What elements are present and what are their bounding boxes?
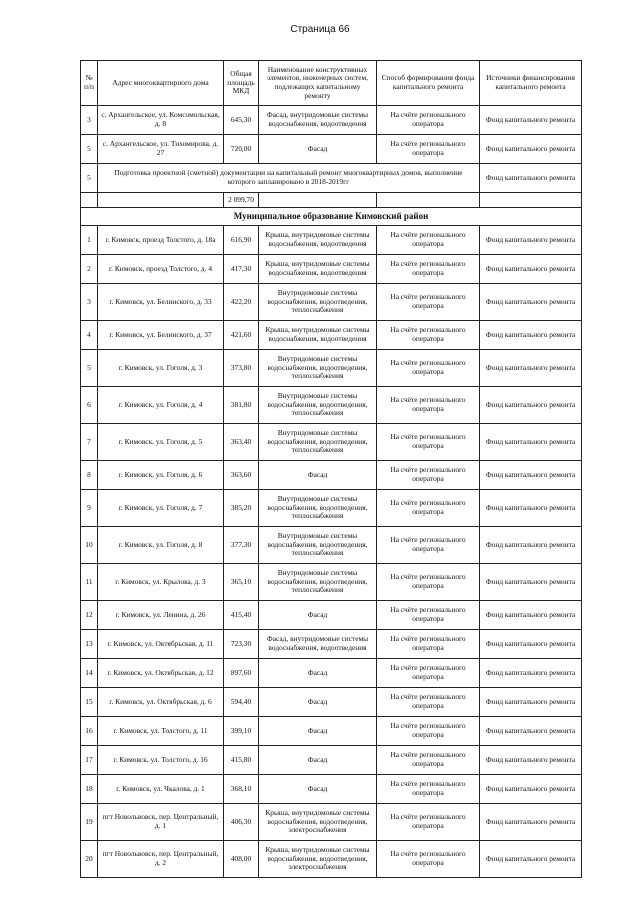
row-num: 3 <box>81 284 98 321</box>
row-method: На счёте регионального оператора <box>377 106 480 135</box>
section-header-row <box>81 208 582 226</box>
row-elements: Внутридомовые системы водоснабжения, водоотведения, теплоснабжения <box>259 564 377 601</box>
row-area: 645,30 <box>224 106 259 135</box>
row-num: 6 <box>81 387 98 424</box>
row-source: Фонд капитального ремонта <box>480 527 582 564</box>
row-area: 720,00 <box>224 135 259 164</box>
row-address: г. Кимовск, ул. Гоголя, д. 8 <box>98 527 224 564</box>
row-source: Фонд капитального ремонта <box>480 226 582 255</box>
total-empty-cell <box>98 193 224 208</box>
header-address: Адрес многоквартирного дома <box>98 61 224 106</box>
row-elements: Фасад <box>259 746 377 775</box>
row-area: 406,30 <box>224 804 259 841</box>
row-elements: Внутридомовые системы водоснабжения, водоотведения, теплоснабжения <box>259 284 377 321</box>
row-num: 15 <box>81 688 98 717</box>
row-address: г. Кимовск, ул. Ленина, д. 26 <box>98 601 224 630</box>
row-address: г. Кимовск, ул. Гоголя, д. 7 <box>98 490 224 527</box>
table-row <box>81 630 582 659</box>
row-source: Фонд капитального ремонта <box>480 424 582 461</box>
header-area: Общая площадь МКД <box>224 61 259 106</box>
table-row <box>81 746 582 775</box>
row-method: На счёте регионального оператора <box>377 841 480 878</box>
total-empty-cell <box>480 193 582 208</box>
row-address: с. Архангельское, ул. Тихомирова, д. 27 <box>98 135 224 164</box>
row-method: На счёте регионального оператора <box>377 226 480 255</box>
row-elements: Внутридомовые системы водоснабжения, водоотведения, теплоснабжения <box>259 490 377 527</box>
row-num: 8 <box>81 461 98 490</box>
row-method: На счёте регионального оператора <box>377 255 480 284</box>
row-source: Фонд капитального ремонта <box>480 775 582 804</box>
table-row <box>81 424 582 461</box>
table-header-row <box>81 61 582 106</box>
row-area: 385,20 <box>224 490 259 527</box>
row-area: 594,40 <box>224 688 259 717</box>
row-address: г. Кимовск, ул. Октябрьская, д. 12 <box>98 659 224 688</box>
design-documentation-row <box>81 164 582 193</box>
row-num: 2 <box>81 255 98 284</box>
row-method: На счёте регионального оператора <box>377 775 480 804</box>
row-elements: Крыша, внутридомовые системы водоснабжения, водоотведения <box>259 255 377 284</box>
row-num: 10 <box>81 527 98 564</box>
row-address: г. Кимовск, ул. Крылова, д. 3 <box>98 564 224 601</box>
row-source: Фонд капитального ремонта <box>480 350 582 387</box>
row-num: 4 <box>81 321 98 350</box>
row-elements: Фасад <box>259 461 377 490</box>
row-elements: Внутридомовые системы водоснабжения, водоотведения, теплоснабжения <box>259 527 377 564</box>
row-area: 365,10 <box>224 564 259 601</box>
row-elements: Фасад, внутридомовые системы водоснабжения, водоотведения <box>259 106 377 135</box>
row-address: г. Кимовск, ул. Белинского, д. 37 <box>98 321 224 350</box>
row-area: 377,30 <box>224 527 259 564</box>
row-method: На счёте регионального оператора <box>377 135 480 164</box>
row-area: 723,30 <box>224 630 259 659</box>
row-area: 373,80 <box>224 350 259 387</box>
row-num: 11 <box>81 564 98 601</box>
row-method: На счёте регионального оператора <box>377 746 480 775</box>
row-method: На счёте регионального оператора <box>377 461 480 490</box>
table-row <box>81 284 582 321</box>
row-elements: Крыша, внутридомовые системы водоснабжения, водоотведения, электроснабжения <box>259 841 377 878</box>
row-elements: Внутридомовые системы водоснабжения, водоотведения, теплоснабжения <box>259 387 377 424</box>
row-source: Фонд капитального ремонта <box>480 490 582 527</box>
row-elements: Фасад <box>259 775 377 804</box>
row-elements: Внутридомовые системы водоснабжения, водоотведения, теплоснабжения <box>259 424 377 461</box>
table-row <box>81 601 582 630</box>
row-area: 363,40 <box>224 424 259 461</box>
row-method: На счёте регионального оператора <box>377 659 480 688</box>
total-area: 2 099,70 <box>224 193 259 208</box>
table-row <box>81 804 582 841</box>
row-area: 417,30 <box>224 255 259 284</box>
row-num: 12 <box>81 601 98 630</box>
row-address: г. Кимовск, ул. Октябрьская, д. 6 <box>98 688 224 717</box>
table-row <box>81 106 582 135</box>
row-num: 13 <box>81 630 98 659</box>
row-address: г. Кимовск, ул. Чкалова, д. 1 <box>98 775 224 804</box>
header-method: Способ формирования фонда капитального ремонта <box>377 61 480 106</box>
row-num: 17 <box>81 746 98 775</box>
total-row <box>81 193 582 208</box>
row-address: г. Кимовск, ул. Гоголя, д. 4 <box>98 387 224 424</box>
table-row <box>81 226 582 255</box>
row-elements: Фасад, внутридомовые системы водоснабжения, водоотведения <box>259 630 377 659</box>
row-address: г. Кимовск, ул. Октябрьская, д. 11 <box>98 630 224 659</box>
row-num: 9 <box>81 490 98 527</box>
table-row <box>81 387 582 424</box>
row-num: 16 <box>81 717 98 746</box>
table-row <box>81 255 582 284</box>
row-source: Фонд капитального ремонта <box>480 659 582 688</box>
row-method: На счёте регионального оператора <box>377 350 480 387</box>
row-area: 897,60 <box>224 659 259 688</box>
row-area: 381,80 <box>224 387 259 424</box>
row-method: На счёте регионального оператора <box>377 284 480 321</box>
row-method: На счёте регионального оператора <box>377 387 480 424</box>
row-address: г. Кимовск, ул. Гоголя, д. 6 <box>98 461 224 490</box>
row-area: 363,60 <box>224 461 259 490</box>
row-method: На счёте регионального оператора <box>377 527 480 564</box>
row-address: г. Кимовск, проезд Толстого, д. 18а <box>98 226 224 255</box>
table-row <box>81 527 582 564</box>
row-address: г. Кимовск, ул. Белинского, д. 33 <box>98 284 224 321</box>
table-row <box>81 135 582 164</box>
row-area: 399,10 <box>224 717 259 746</box>
table-row <box>81 350 582 387</box>
row-method: На счёте регионального оператора <box>377 630 480 659</box>
row-area: 408,00 <box>224 841 259 878</box>
row-num: 20 <box>81 841 98 878</box>
row-source: Фонд капитального ремонта <box>480 164 582 193</box>
table-row <box>81 717 582 746</box>
row-elements: Фасад <box>259 601 377 630</box>
row-elements: Фасад <box>259 135 377 164</box>
row-num: 14 <box>81 659 98 688</box>
row-method: На счёте регионального оператора <box>377 321 480 350</box>
row-method: На счёте регионального оператора <box>377 688 480 717</box>
row-address: г. Кимовск, ул. Гоголя, д. 3 <box>98 350 224 387</box>
header-num: № п/п <box>81 61 98 106</box>
header-elements: Наименование конструктивных элементов, инженерных систем, подлежащих капитальному ремонту <box>259 61 377 106</box>
row-method: На счёте регионального оператора <box>377 564 480 601</box>
row-area: 368,10 <box>224 775 259 804</box>
row-elements: Внутридомовые системы водоснабжения, водоотведения, теплоснабжения <box>259 350 377 387</box>
header-source: Источники финансирования капитального ремонта <box>480 61 582 106</box>
row-elements: Крыша, внутридомовые системы водоснабжения, водоотведения, электроснабжения <box>259 804 377 841</box>
page-title: Страница 66 <box>290 24 350 35</box>
table-row <box>81 688 582 717</box>
row-num: 5 <box>81 164 98 193</box>
table-row <box>81 659 582 688</box>
row-address: пгт Новольвовск, пер. Центральный, д. 1 <box>98 804 224 841</box>
row-source: Фонд капитального ремонта <box>480 387 582 424</box>
row-num: 5 <box>81 350 98 387</box>
row-area: 421,60 <box>224 321 259 350</box>
row-source: Фонд капитального ремонта <box>480 630 582 659</box>
row-source: Фонд капитального ремонта <box>480 601 582 630</box>
row-source: Фонд капитального ремонта <box>480 284 582 321</box>
row-elements: Фасад <box>259 659 377 688</box>
design-documentation-text: Подготовка проектной (сметной) документации на капитальный ремонт многоквартирных домов, выполнение которого запланировано в 2018-2019гг <box>98 164 480 193</box>
table-row <box>81 461 582 490</box>
table-row <box>81 564 582 601</box>
row-method: На счёте регионального оператора <box>377 601 480 630</box>
row-area: 415,80 <box>224 746 259 775</box>
row-num: 19 <box>81 804 98 841</box>
table-row <box>81 321 582 350</box>
table-row <box>81 841 582 878</box>
row-num: 1 <box>81 226 98 255</box>
row-source: Фонд капитального ремонта <box>480 461 582 490</box>
section-title: Муниципальное образование Кимовский район <box>81 208 582 226</box>
row-area: 616,90 <box>224 226 259 255</box>
row-num: 7 <box>81 424 98 461</box>
row-num: 18 <box>81 775 98 804</box>
row-elements: Крыша, внутридомовые системы водоснабжения, водоотведения <box>259 321 377 350</box>
row-source: Фонд капитального ремонта <box>480 717 582 746</box>
total-empty-cell <box>81 193 98 208</box>
row-address: г. Кимовск, ул. Гоголя, д. 5 <box>98 424 224 461</box>
row-elements: Фасад <box>259 717 377 746</box>
row-source: Фонд капитального ремонта <box>480 255 582 284</box>
row-address: г. Кимовск, ул. Толстого, д. 11 <box>98 717 224 746</box>
row-elements: Фасад <box>259 688 377 717</box>
row-source: Фонд капитального ремонта <box>480 135 582 164</box>
row-source: Фонд капитального ремонта <box>480 804 582 841</box>
row-num: 3 <box>81 106 98 135</box>
row-method: На счёте регионального оператора <box>377 804 480 841</box>
row-method: На счёте регионального оператора <box>377 424 480 461</box>
row-area: 415,40 <box>224 601 259 630</box>
row-method: На счёте регионального оператора <box>377 490 480 527</box>
row-address: пгт Новольвовск, пер. Центральный, д. 2 <box>98 841 224 878</box>
row-source: Фонд капитального ремонта <box>480 688 582 717</box>
row-source: Фонд капитального ремонта <box>480 746 582 775</box>
table-row <box>81 490 582 527</box>
row-elements: Крыша, внутридомовые системы водоснабжения, водоотведения <box>259 226 377 255</box>
row-address: г. Кимовск, проезд Толстого, д. 4 <box>98 255 224 284</box>
total-empty-cell <box>377 193 480 208</box>
row-area: 422,20 <box>224 284 259 321</box>
table-row <box>81 775 582 804</box>
row-source: Фонд капитального ремонта <box>480 841 582 878</box>
row-source: Фонд капитального ремонта <box>480 564 582 601</box>
row-address: с. Архангельское, ул. Комсомольская, д. 8 <box>98 106 224 135</box>
capital-repair-table <box>80 60 582 878</box>
row-source: Фонд капитального ремонта <box>480 106 582 135</box>
row-num: 5 <box>81 135 98 164</box>
row-method: На счёте регионального оператора <box>377 717 480 746</box>
row-source: Фонд капитального ремонта <box>480 321 582 350</box>
row-address: г. Кимовск, ул. Толстого, д. 16 <box>98 746 224 775</box>
total-empty-cell <box>259 193 377 208</box>
